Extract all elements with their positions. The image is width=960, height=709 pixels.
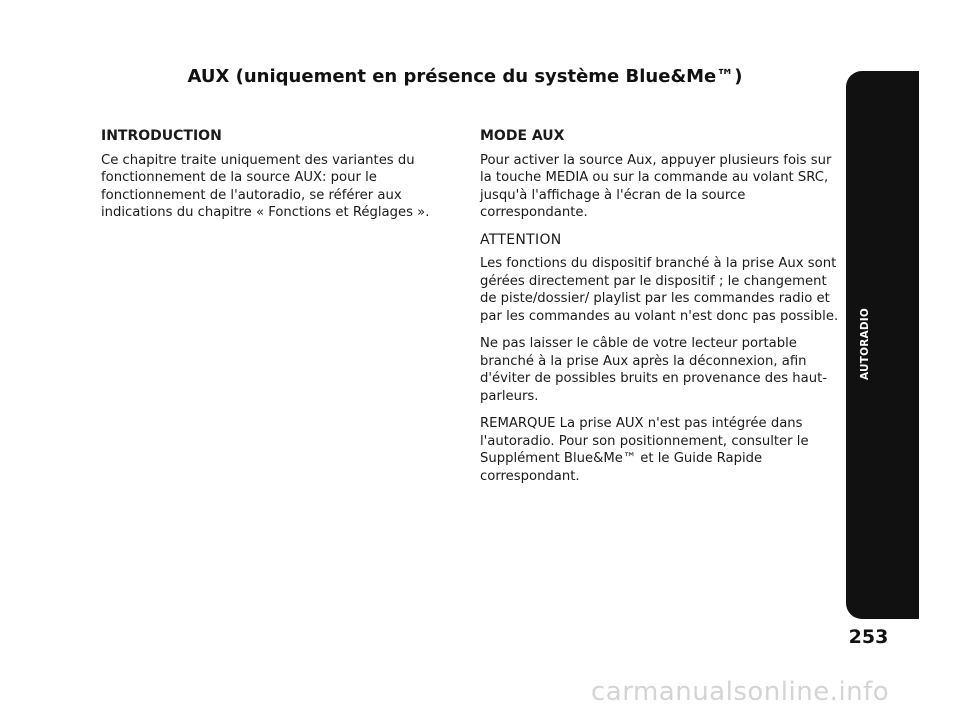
watermark: carmanualsonline.info — [591, 677, 890, 707]
page-title: AUX (uniquement en présence du système Blue&Me™) — [187, 66, 743, 87]
mode-aux-intro: Pour activer la source Aux, appuyer plusieurs fois sur la touche MEDIA ou sur la commande au volant SRC, jusqu'à l'affichage à l'écran de la source correspondante. — [480, 152, 832, 220]
attention-label: ATTENTION — [480, 231, 562, 248]
introduction-section — [101, 128, 431, 232]
attention-paragraph: Les fonctions du dispositif branché à la prise Aux sont gérées directement par le dispositif ; le changement de piste/dossier/ playlist par les commandes radio et par les commandes au volant n'est donc pas possible. — [480, 256, 839, 324]
mode-aux-heading: MODE AUX — [480, 128, 565, 144]
page-number: 253 — [848, 626, 889, 648]
introduction-paragraph: Ce chapitre traite uniquement des variantes du fonctionnement de la source AUX: pour le fonctionnement de l'autoradio, se référer aux indications du chapitre « Fonctions et Réglages ». — [101, 152, 430, 220]
mode-aux-section — [480, 128, 840, 495]
introduction-heading: INTRODUCTION — [101, 128, 222, 144]
attention-paragraph: Ne pas laisser le câble de votre lecteur portable branché à la prise Aux après la déconnexion, afin d'éviter de possibles bruits en provenance des haut-parleurs. — [480, 336, 828, 404]
section-tab-label: AUTORADIO — [859, 308, 871, 380]
section-tab — [846, 71, 919, 619]
remarque-paragraph: REMARQUE La prise AUX n'est pas intégrée dans l'autoradio. Pour son positionnement, consulter le Supplément Blue&Me™ et le Guide Rapide correspondant. — [480, 416, 809, 484]
